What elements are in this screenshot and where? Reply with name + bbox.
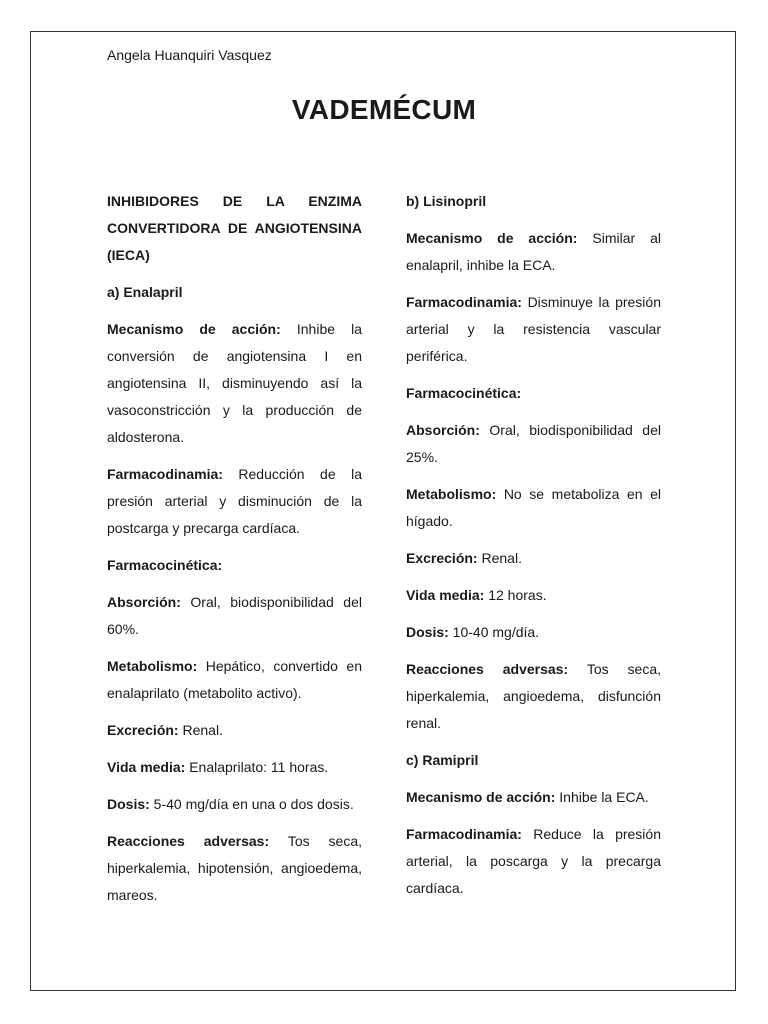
- lisinopril-pharmacodynamics: [406, 289, 661, 370]
- drug-title-lisinopril: b) Lisinopril: [406, 193, 487, 209]
- para-text: Renal.: [477, 550, 522, 566]
- para-label: Absorción:: [107, 594, 181, 610]
- para-label: Metabolismo:: [107, 658, 198, 674]
- lisinopril-dose: [406, 619, 661, 646]
- lisinopril-metabolism: [406, 481, 661, 535]
- para-text: Disminuye la presión arterial y la resistencia vascular periférica.: [406, 294, 661, 364]
- para-text: Renal.: [178, 722, 223, 738]
- para-text: Hepático, convertido en enalaprilato (metabolito activo).: [107, 658, 362, 701]
- para-text: 12 horas.: [484, 587, 547, 603]
- enalapril-pharmacodynamics: [107, 461, 362, 542]
- para-text: Tos seca, hiperkalemia, angioedema, disfunción renal.: [406, 661, 661, 731]
- para-label: Absorción:: [406, 422, 480, 438]
- para-label: Farmacocinética:: [107, 557, 223, 573]
- para-label: Metabolismo:: [406, 486, 497, 502]
- lisinopril-absorption: [406, 417, 661, 471]
- para-label: Vida media:: [406, 587, 485, 603]
- left-column: [107, 188, 362, 919]
- para-label: Reacciones adversas:: [406, 661, 569, 677]
- para-label: Dosis:: [406, 624, 449, 640]
- para-label: Farmacocinética:: [406, 385, 522, 401]
- document-title: VADEMÉCUM: [291, 94, 477, 125]
- author-name: Angela Huanquiri Vasquez: [107, 47, 272, 63]
- para-text: 5-40 mg/día en una o dos dosis.: [149, 796, 354, 812]
- enalapril-adverse-reactions: [107, 828, 362, 909]
- enalapril-absorption: [107, 589, 362, 643]
- para-label: Mecanismo de acción:: [107, 321, 281, 337]
- ramipril-pharmacodynamics: [406, 821, 661, 902]
- enalapril-mechanism: [107, 316, 362, 451]
- section-heading: INHIBIDORES DE LA ENZIMA CONVERTIDORA DE ANGIOTENSINA (IECA): [107, 193, 362, 263]
- lisinopril-mechanism: [406, 225, 661, 279]
- enalapril-dose: [107, 791, 362, 818]
- para-text: Reduce la presión arterial, la poscarga y la precarga cardíaca.: [406, 826, 661, 896]
- lisinopril-excretion: [406, 545, 661, 572]
- lisinopril-pharmacokinetics: [406, 380, 661, 407]
- para-text: Inhibe la conversión de angiotensina I en angiotensina II, disminuyendo así la vasoconstricción y la producción de aldosterona.: [107, 321, 362, 445]
- para-label: Dosis:: [107, 796, 150, 812]
- para-text: Enalaprilato: 11 horas.: [185, 759, 329, 775]
- para-label: Farmacodinamia:: [406, 294, 522, 310]
- para-label: Mecanismo de acción:: [406, 230, 578, 246]
- para-text: Reducción de la presión arterial y disminución de la postcarga y precarga cardíaca.: [107, 466, 362, 536]
- drug-title-ramipril: c) Ramipril: [406, 752, 479, 768]
- para-label: Mecanismo de acción:: [406, 789, 556, 805]
- para-text: No se metaboliza en el hígado.: [406, 486, 661, 529]
- right-column: [406, 188, 661, 912]
- para-label: Excreción:: [406, 550, 478, 566]
- lisinopril-adverse-reactions: [406, 656, 661, 737]
- para-text: Inhibe la ECA.: [555, 789, 649, 805]
- lisinopril-half-life: [406, 582, 661, 609]
- para-label: Farmacodinamia:: [107, 466, 223, 482]
- drug-title-enalapril: a) Enalapril: [107, 284, 183, 300]
- para-label: Reacciones adversas:: [107, 833, 270, 849]
- enalapril-half-life: [107, 754, 362, 781]
- ramipril-mechanism: [406, 784, 661, 811]
- para-label: Vida media:: [107, 759, 186, 775]
- enalapril-pharmacokinetics: [107, 552, 362, 579]
- para-text: Tos seca, hiperkalemia, hipotensión, angioedema, mareos.: [107, 833, 362, 903]
- para-text: Oral, biodisponibilidad del 60%.: [107, 594, 362, 637]
- para-label: Farmacodinamia:: [406, 826, 522, 842]
- para-label: Excreción:: [107, 722, 179, 738]
- enalapril-metabolism: [107, 653, 362, 707]
- para-text: Similar al enalapril, inhibe la ECA.: [406, 230, 661, 273]
- para-text: Oral, biodisponibilidad del 25%.: [406, 422, 661, 465]
- para-text: 10-40 mg/día.: [448, 624, 540, 640]
- enalapril-excretion: [107, 717, 362, 744]
